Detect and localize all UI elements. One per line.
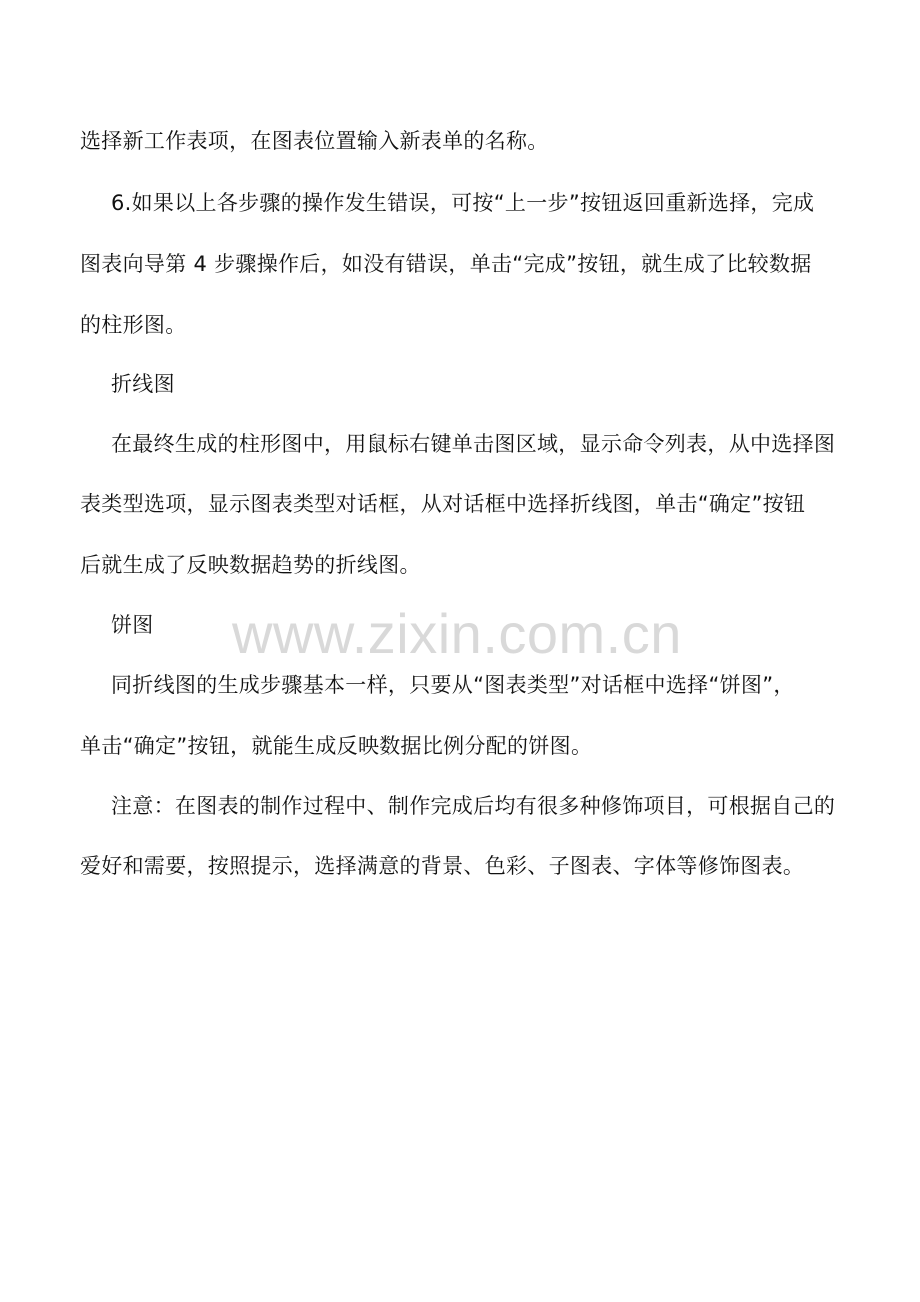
text-line: 注意：在图表的制作过程中、制作完成后均有很多种修饰项目，可根据自己的 [111, 794, 836, 818]
text-line: 的柱形图。 [80, 313, 187, 337]
text-line: 单击“确定”按钮，就能生成反映数据比例分配的饼图。 [80, 734, 593, 758]
section-heading: 折线图 [111, 372, 175, 396]
watermark: www.zixin.com.cn [232, 602, 682, 665]
text-line: 图表向导第 4 步骤操作后，如没有错误，单击“完成”按钮，就生成了比较数据 [80, 252, 812, 276]
text-line: 6.如果以上各步骤的操作发生错误，可按“上一步”按钮返回重新选择，完成 [111, 191, 815, 215]
text-line: 选择新工作表项，在图表位置输入新表单的名称。 [80, 129, 549, 153]
text-line: 后就生成了反映数据趋势的折线图。 [80, 553, 421, 577]
text-line: 表类型选项，显示图表类型对话框，从对话框中选择折线图，单击“确定”按钮 [80, 492, 806, 516]
text-line: 爱好和需要，按照提示，选择满意的背景、色彩、子图表、字体等修饰图表。 [80, 854, 805, 878]
text-line: 在最终生成的柱形图中，用鼠标右键单击图区域，显示命令列表，从中选择图 [111, 432, 836, 456]
section-heading: 饼图 [111, 613, 154, 637]
text-line: 同折线图的生成步骤基本一样，只要从“图表类型”对话框中选择“饼图”， [111, 673, 795, 697]
